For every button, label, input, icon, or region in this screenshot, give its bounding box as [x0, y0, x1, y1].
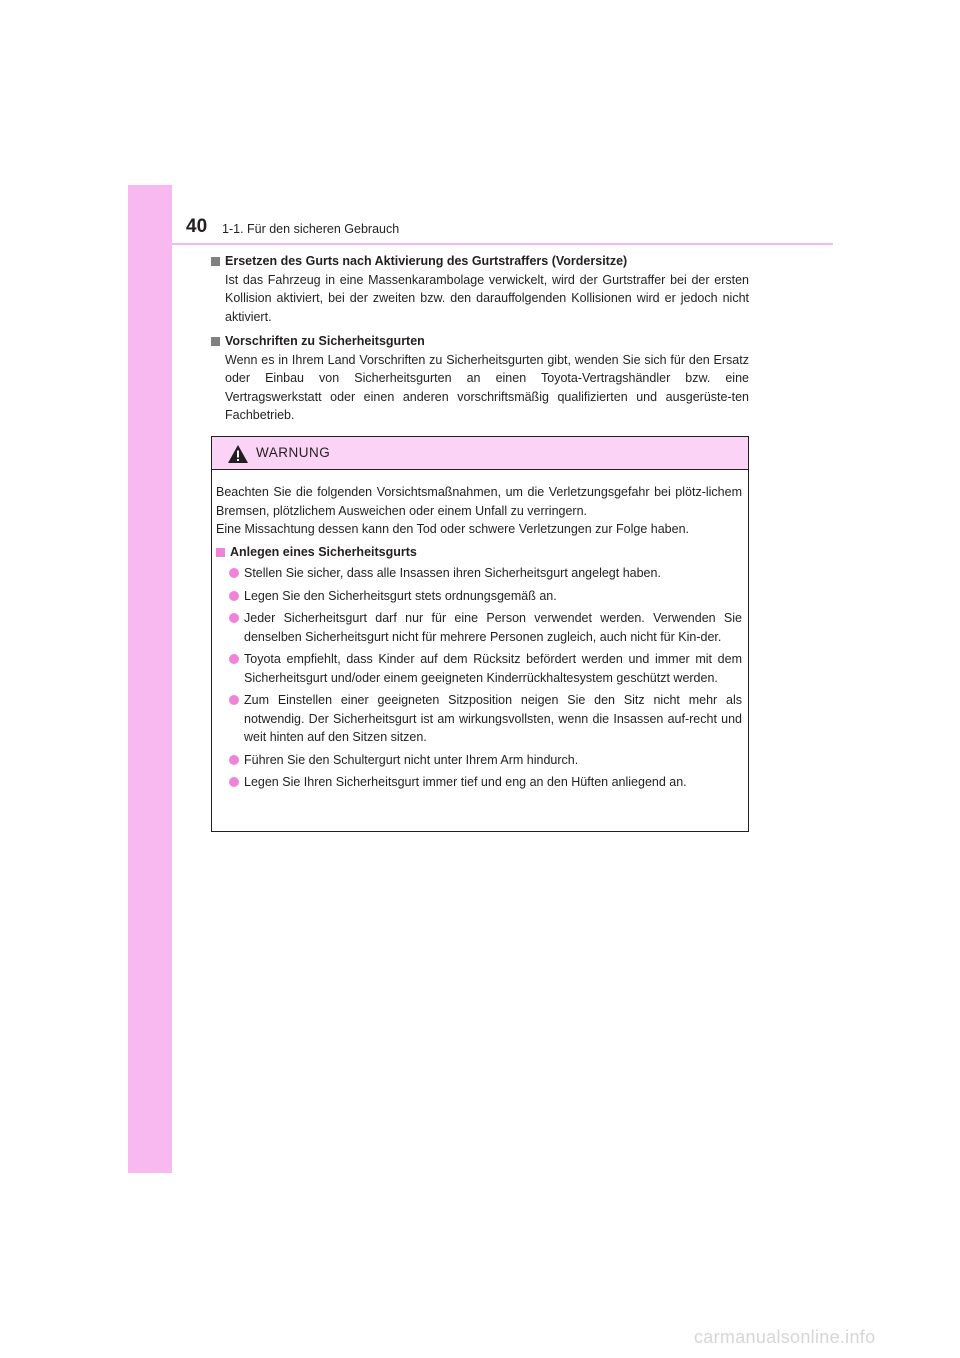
- warning-intro-text: Beachten Sie die folgenden Vorsichtsmaßnahmen, um die Verletzungsgefahr bei plötz-lichem Bremsen, plötzlichem Ausweichen oder einem Unfall zu verringern.: [216, 485, 742, 518]
- circle-bullet-icon: [229, 755, 239, 765]
- list-item-text: Jeder Sicherheitsgurt darf nur für eine Person verwendet werden. Verwenden Sie denselben Sicherheitsgurt nicht für mehrere Personen zugleich, auch nicht für Kin-der.: [244, 611, 742, 644]
- side-tab-strip: [128, 185, 172, 1173]
- list-item: [216, 751, 742, 770]
- list-item-text: Führen Sie den Schultergurt nicht unter Ihrem Arm hindurch.: [244, 752, 579, 767]
- warning-intro: [216, 483, 742, 539]
- list-item: [216, 773, 742, 792]
- circle-bullet-icon: [229, 613, 239, 623]
- circle-bullet-icon: [229, 777, 239, 787]
- warning-sub-heading: [216, 543, 742, 562]
- square-bullet-icon: [216, 548, 225, 557]
- list-item: [216, 609, 742, 646]
- warning-consequence-text: Eine Missachtung dessen kann den Tod oder schwere Verletzungen zur Folge haben.: [216, 522, 689, 536]
- watermark[interactable]: carmanualsonline.info: [694, 1327, 876, 1347]
- section-heading-text: Ersetzen des Gurts nach Aktivierung des Gurtstraffers (Vordersitze): [225, 254, 628, 268]
- chapter-title: 1-1. Für den sicheren Gebrauch: [222, 222, 400, 236]
- section-body: Wenn es in Ihrem Land Vorschriften zu Sicherheitsgurten gibt, wenden Sie sich für den Ersatz oder Einbau von Sicherheitsgurten an einen Toyota-Vertragshändler bzw. eine Vertragswerkstatt oder einen anderen vorschriftsmäßig qualifizierten und ausgerüste-ten Fachbetrieb.: [225, 352, 749, 422]
- section-body: Ist das Fahrzeug in eine Massenkarambolage verwickelt, wird der Gurtstraffer bei der ersten Kollision aktiviert, bei der zweiten bzw. den darauffolgenden Kollisionen wird er jedoch nicht aktiviert.: [225, 272, 749, 324]
- section-heading-text: Vorschriften zu Sicherheitsgurten: [225, 334, 425, 348]
- section-heading: [211, 252, 749, 271]
- warning-header: [212, 437, 748, 470]
- section-belt-regulations: [211, 332, 749, 425]
- square-bullet-icon: [211, 257, 220, 266]
- list-item: [216, 691, 742, 747]
- warning-bullet-list: [216, 564, 742, 792]
- warning-sub-heading-text: Anlegen eines Sicherheitsgurts: [230, 544, 417, 559]
- warning-body: [212, 470, 748, 792]
- section-belt-replacement: [211, 252, 749, 326]
- circle-bullet-icon: [229, 695, 239, 705]
- warning-triangle-icon: [227, 444, 249, 464]
- list-item-text: Stellen Sie sicher, dass alle Insassen ihren Sicherheitsgurt angelegt haben.: [244, 566, 661, 580]
- list-item-text: Legen Sie den Sicherheitsgurt stets ordnungsgemäß an.: [244, 588, 557, 603]
- square-bullet-icon: [211, 337, 220, 346]
- warning-title: WARNUNG: [256, 445, 331, 460]
- circle-bullet-icon: [229, 568, 239, 578]
- list-item-text: Zum Einstellen einer geeigneten Sitzposition neigen Sie den Sitz nicht mehr als notwendig. Der Sicherheitsgurt ist am wirkungsvollsten, wenn die Insassen auf-recht und weit hinten auf den Sitzen sitzen.: [244, 693, 742, 744]
- header-divider: [128, 243, 833, 245]
- list-item: [216, 587, 742, 606]
- list-item: [216, 650, 742, 687]
- list-item-text: Legen Sie Ihren Sicherheitsgurt immer tief und eng an den Hüften anliegend an.: [244, 775, 687, 789]
- section-heading: [211, 332, 749, 351]
- circle-bullet-icon: [229, 654, 239, 664]
- list-item: [216, 564, 742, 583]
- circle-bullet-icon: [229, 591, 239, 601]
- warning-box: [211, 436, 749, 832]
- list-item-text: Toyota empfiehlt, dass Kinder auf dem Rücksitz befördert werden und immer mit dem Sicherheitsgurt und/oder einem geeigneten Kinderrückhaltesystem geschützt werden.: [244, 652, 742, 685]
- main-content: [211, 252, 749, 431]
- page-number: 40: [186, 216, 208, 237]
